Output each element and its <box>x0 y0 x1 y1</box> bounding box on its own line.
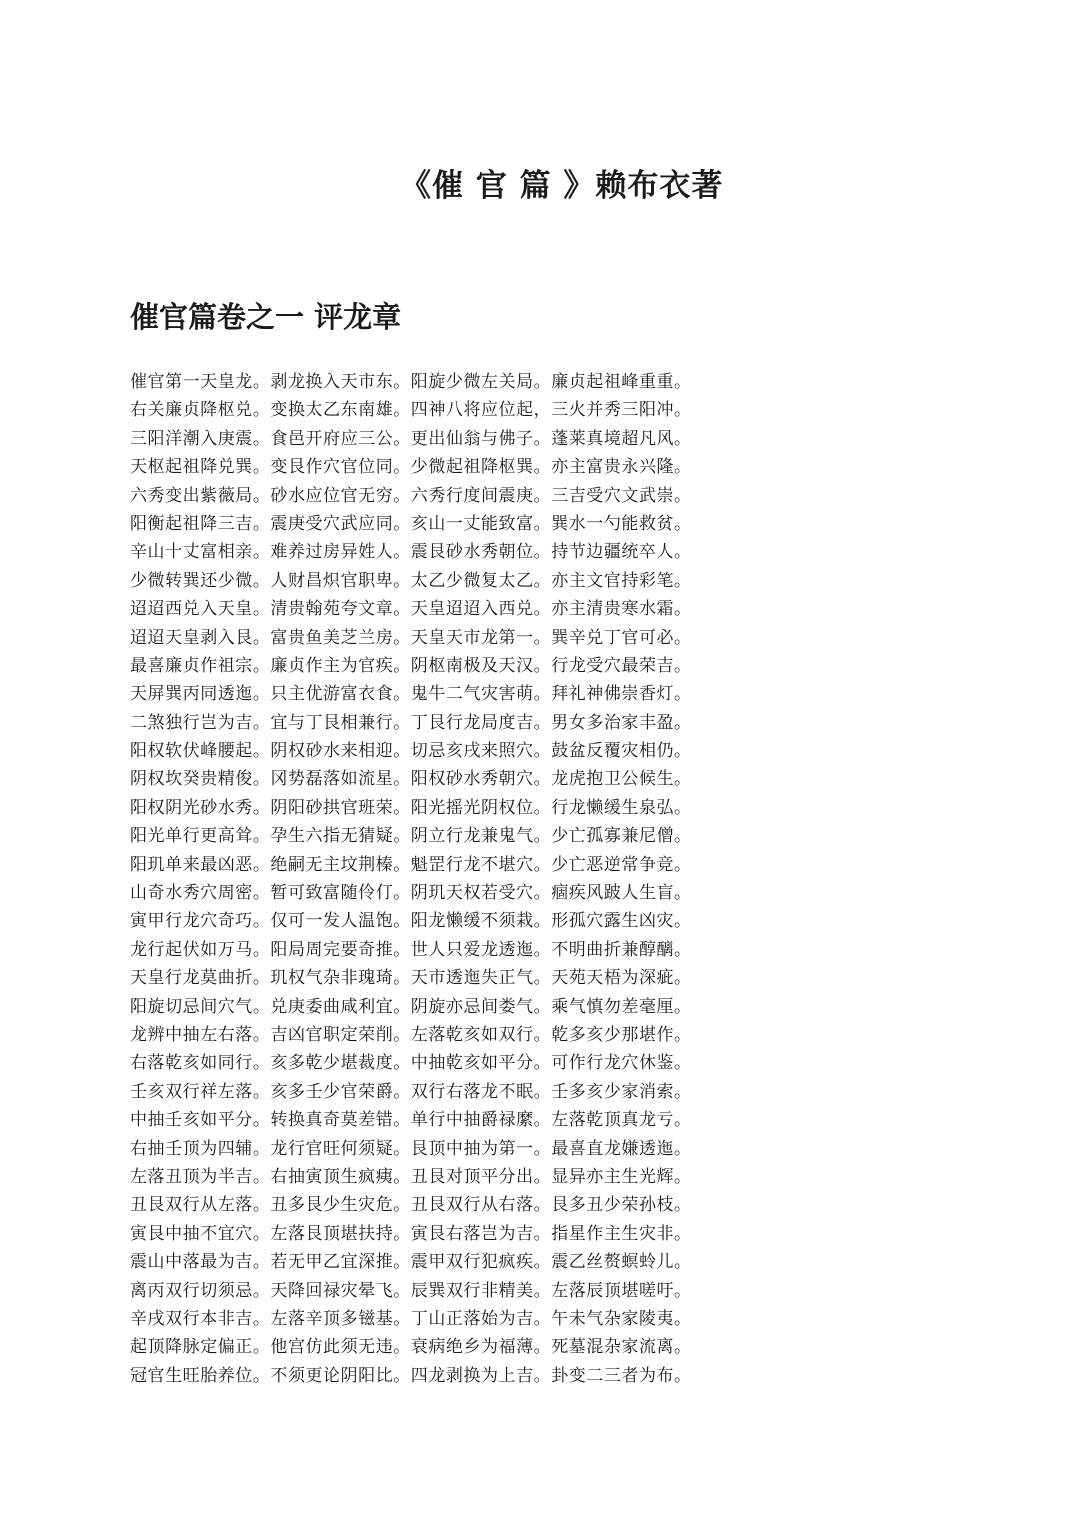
verse-line: 寅艮中抽不宜穴。左落艮顶堪扶持。寅艮右落岂为吉。指星作主生灾非。 <box>130 1223 692 1244</box>
verse-line: 中抽壬亥如平分。转换真奇莫差错。单行中抽爵禄縻。左落乾顶真龙亏。 <box>130 1110 692 1131</box>
verse-line: 少微转巽还少微。人财昌炽官职卑。太乙少微复太乙。亦主文官持彩笔。 <box>130 570 692 591</box>
verse-line: 天皇行龙莫曲折。玑权气杂非瑰琦。天市透迤失正气。天苑天梧为深疵。 <box>130 968 692 989</box>
verse-line: 三阳洋潮入庚震。食邑开府应三公。更出仙翁与佛子。蓬莱真境超凡风。 <box>130 428 692 449</box>
verse-line: 山奇水秀穴周密。暂可致富随伶仃。阴玑天权若受穴。痼疾风跛人生盲。 <box>130 883 692 904</box>
verse-line: 起顶降脉定偏正。他宫仿此须无违。衰病绝乡为福薄。死墓混杂家流离。 <box>130 1337 692 1358</box>
verse-body <box>130 368 750 1390</box>
verse-line: 天枢起祖降兑巽。变艮作穴官位同。少微起祖降枢巽。亦主富贵永兴隆。 <box>130 457 692 478</box>
verse-line: 天屏巽丙同透迤。只主优游富衣食。鬼牛二气灾害萌。拜礼神佛崇香灯。 <box>130 684 692 705</box>
verse-line: 离丙双行切须忌。天降回禄灾晕飞。辰巽双行非精美。左落辰顶堪嗟吁。 <box>130 1280 692 1301</box>
verse-line: 龙行起伏如万马。阳局周完要奇推。世人只爱龙透迤。不明曲折兼醇醨。 <box>130 939 692 960</box>
verse-line: 阴权坎癸贵精俊。冈势磊落如流星。阳权砂水秀朝穴。龙虎抱卫公候生。 <box>130 769 692 790</box>
verse-line: 丑艮双行从左落。丑多艮少生灾危。丑艮双行从右落。艮多丑少荣孙枝。 <box>130 1195 692 1216</box>
verse-line: 辛山十丈富相亲。难养过房异姓人。震艮砂水秀朝位。持节边疆统卒人。 <box>130 542 692 563</box>
verse-line: 右关廉贞降枢兑。变换太乙东南雄。四神八将应位起，三火并秀三阳冲。 <box>130 400 692 421</box>
verse-line: 震山中落最为吉。若无甲乙宜深推。震甲双行犯疯疾。震乙丝赘螟蛉儿。 <box>130 1252 692 1273</box>
verse-line: 最喜廉贞作祖宗。廉贞作主为官疾。阴枢南极及天汉。行龙受穴最荣吉。 <box>130 655 692 676</box>
verse-line: 催官第一天皇龙。剥龙换入天市东。阳旋少微左关局。廉贞起祖峰重重。 <box>130 372 692 392</box>
verse-line: 辛戌双行本非吉。左落辛顶多镃基。丁山正落始为吉。午未气杂家陵夷。 <box>130 1308 692 1329</box>
verse-line: 右抽壬顶为四辅。龙行官旺何须疑。艮顶中抽为第一。最喜直龙嫌透迤。 <box>130 1138 692 1159</box>
verse-line: 冠官生旺胎养位。不须更论阴阳比。四龙剥换为上吉。卦变二三者为布。 <box>130 1365 692 1386</box>
document-title: 《催 官 篇 》赖布衣著 <box>400 168 724 204</box>
chapter-heading: 催官篇卷之一 评龙章 <box>130 300 402 334</box>
verse-line: 寅甲行龙穴奇巧。仅可一发人温饱。阳龙懒缓不须栽。形孤穴露生凶灾。 <box>130 911 692 932</box>
verse-line: 迢迢西兑入天皇。清贵翰苑夸文章。天皇迢迢入西兑。亦主清贵寒水霜。 <box>130 599 692 620</box>
verse-line: 阳权阴光砂水秀。阴阳砂拱官班荣。阳光摇光阴权位。行龙懒缓生泉弘。 <box>130 797 692 818</box>
verse-line: 右落乾亥如同行。亥多乾少堪裁度。中抽乾亥如平分。可作行龙穴休鉴。 <box>130 1053 692 1074</box>
verse-line: 阳衡起祖降三吉。震庚受穴武应同。亥山一丈能致富。巽水一勺能救贫。 <box>130 513 692 534</box>
verse-line: 二煞独行岂为吉。宜与丁艮相兼行。丁艮行龙局度吉。男女多治家丰盈。 <box>130 712 692 733</box>
verse-line: 阳旋切忌间穴气。兑庚委曲咸利宜。阴旋亦忌间娄气。乘气慎勿差毫厘。 <box>130 996 692 1017</box>
verse-line: 阳权软伏峰腰起。阴权砂水来相迎。切忌亥戌来照穴。鼓盆反覆灾相仍。 <box>130 741 692 762</box>
verse-line: 阳光单行更高耸。孕生六指无猜疑。阴立行龙兼鬼气。少亡孤寡兼尼僧。 <box>130 826 692 847</box>
verse-line: 阳玑单来最凶恶。绝嗣无主坟荆榛。魁罡行龙不堪穴。少亡恶逆常争竞。 <box>130 854 692 875</box>
verse-line: 壬亥双行祥左落。亥多壬少官荣爵。双行右落龙不眠。壬多亥少家消索。 <box>130 1081 692 1102</box>
verse-line: 龙辨中抽左右落。吉凶官职定荣削。左落乾亥如双行。乾多亥少那堪作。 <box>130 1024 692 1045</box>
verse-line: 迢迢天皇剥入艮。富贵鱼美芝兰房。天皇天市龙第一。巽辛兑丁官可必。 <box>130 627 692 648</box>
verse-line: 六秀变出紫薇局。砂水应位官无穷。六秀行度间震庚。三吉受穴文武崇。 <box>130 485 692 506</box>
verse-line: 左落丑顶为半吉。右抽寅顶生疯痍。丑艮对顶平分出。显异亦主生光辉。 <box>130 1166 692 1187</box>
